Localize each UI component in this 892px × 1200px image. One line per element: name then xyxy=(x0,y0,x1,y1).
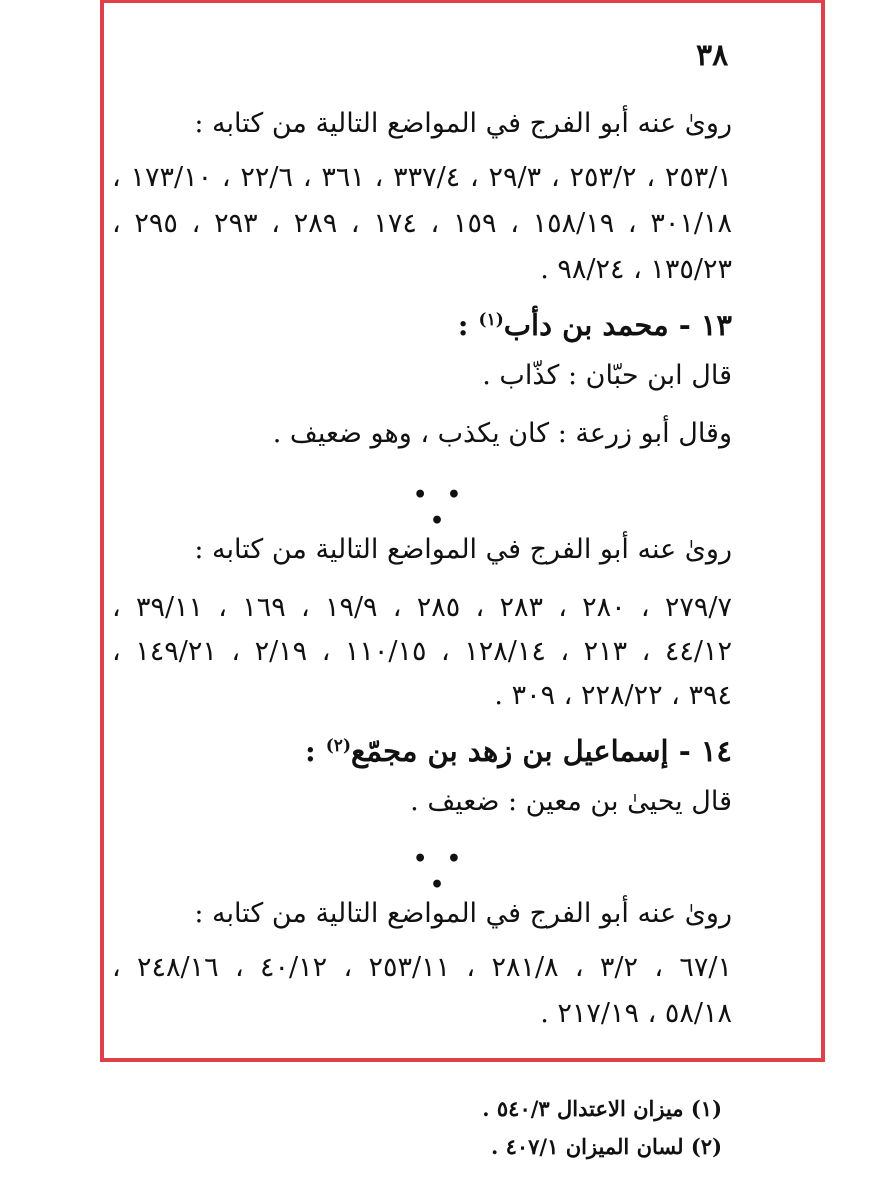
reference-line: ٢٧٩/٧ ، ٢٨٠ ، ٢٨٣ ، ٢٨٥ ، ١٩/٩ ، ١٦٩ ، ٣٩/١١ ، xyxy=(112,592,732,623)
reference-line: ١٣٥/٢٣ ، ٩٨/٢٤ . xyxy=(540,254,732,285)
entry-heading-end: : xyxy=(304,734,326,768)
footnote-mark: (١) xyxy=(478,310,504,330)
section-separator: • • • xyxy=(413,846,467,898)
narration-intro: روىٰ عنه أبو الفرج في المواضع التالية من كتابه : xyxy=(194,108,732,139)
page-number: ٣٨ xyxy=(696,38,729,73)
narration-intro: روىٰ عنه أبو الفرج في المواضع التالية من كتابه : xyxy=(194,534,732,565)
entry-heading-name: ١٣ - محمد بن دأب xyxy=(503,308,732,342)
entry-heading-name: ١٤ - إسماعيل بن زهد بن مجمّع xyxy=(350,734,732,768)
narrator-quote: قال ابن حبّان : كذّاب . xyxy=(482,360,732,391)
narration-intro: روىٰ عنه أبو الفرج في المواضع التالية من كتابه : xyxy=(194,898,732,929)
entry-heading xyxy=(305,726,732,771)
reference-line: ٤٤/١٢ ، ٢١٣ ، ١٢٨/١٤ ، ١١٠/١٥ ، ٢/١٩ ، ١٤٩/٢١ ، xyxy=(112,636,732,667)
section-separator: • • • xyxy=(413,482,467,534)
narrator-quote: وقال أبو زرعة : كان يكذب ، وهو ضعيف . xyxy=(272,418,732,449)
narrator-quote: قال يحيىٰ بن معين : ضعيف . xyxy=(410,786,732,817)
footnote: (١) ميزان الاعتدال ٥٤٠/٣ . xyxy=(482,1096,722,1121)
reference-line: ٣٩٤ ، ٢٢٨/٢٢ ، ٣٠٩ . xyxy=(494,680,732,711)
reference-line: ٦٧/١ ، ٣/٢ ، ٢٨١/٨ ، ٢٥٣/١١ ، ٤٠/١٢ ، ٢٤٨/١٦ ، xyxy=(112,952,732,983)
reference-line: ٣٠١/١٨ ، ١٥٨/١٩ ، ١٥٩ ، ١٧٤ ، ٢٨٩ ، ٢٩٣ ، ٢٩٥ ، xyxy=(112,208,732,239)
entry-heading-end: : xyxy=(457,308,479,342)
reference-line: ٢٥٣/١ ، ٢٥٣/٢ ، ٢٩/٣ ، ٣٣٧/٤ ، ٣٦١ ، ٢٢/٦ ، ١٧٣/١٠ ، xyxy=(112,162,732,193)
footnote: (٢) لسان الميزان ٤٠٧/١ . xyxy=(490,1134,722,1159)
entry-heading xyxy=(458,300,732,345)
footnote-mark: (٢) xyxy=(325,736,351,756)
reference-line: ٥٨/١٨ ، ٢١٧/١٩ . xyxy=(540,998,732,1029)
